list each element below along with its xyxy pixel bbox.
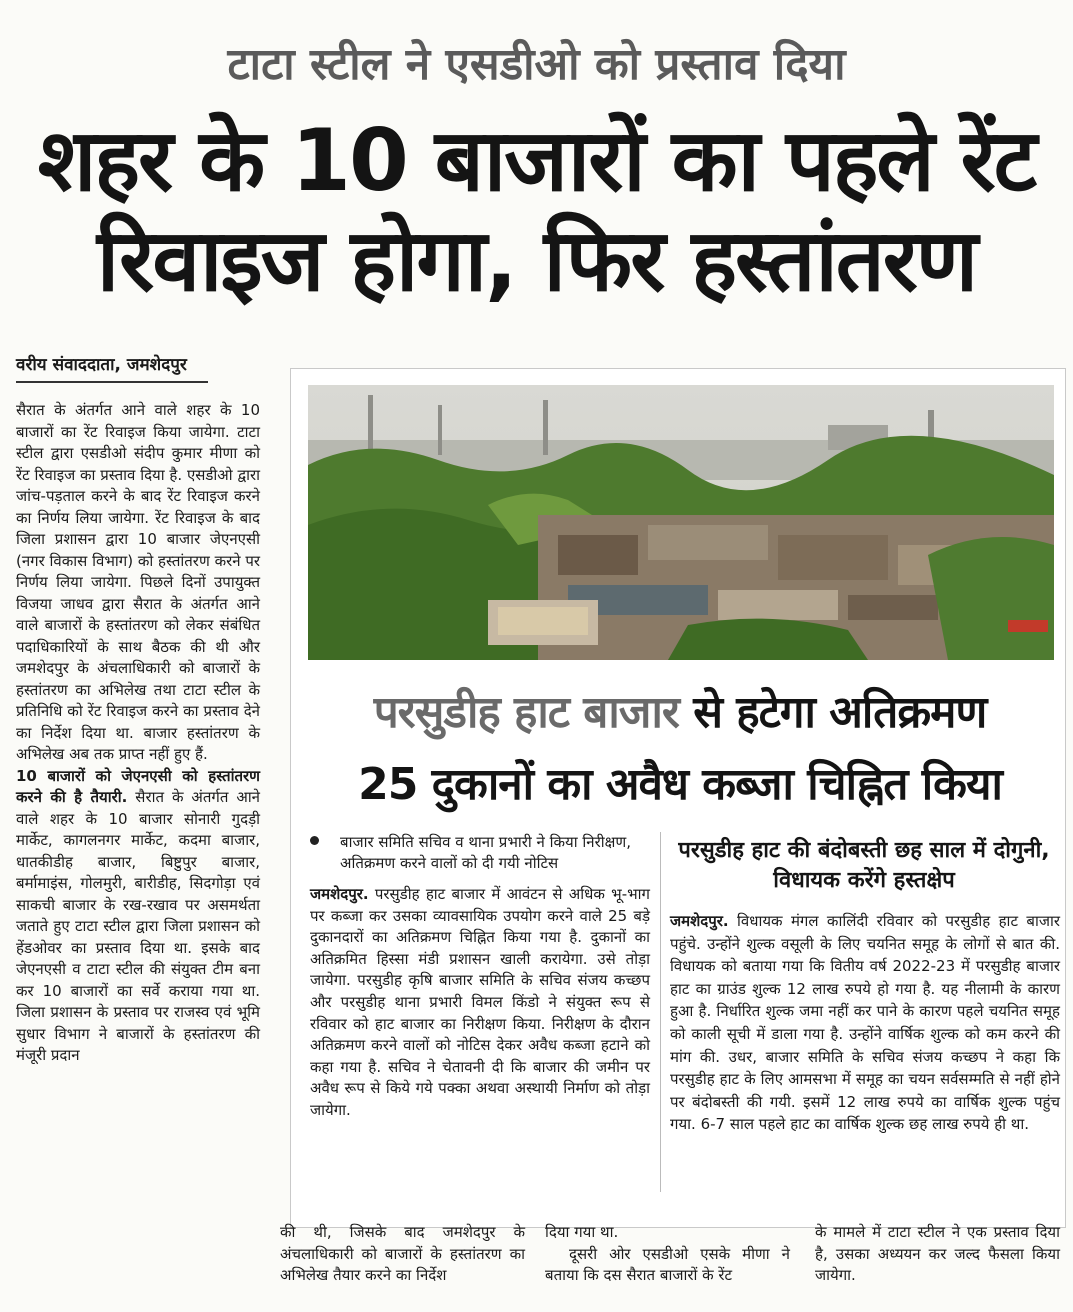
body-paragraph-1: सैरात के अंतर्गत आने वाले शहर के 10 बाजारों का रेंट रिवाइज किया जायेगा. टाटा स्टील द्वारा एसडीओ संदीप कुमार मीणा को रेंट रिवाइज का प्रस्ताव दिया है. एसडीओ द्वारा जांच-पड़ताल करने के बाद रेंट रिवाइज करने का निर्णय लिया जायेगा. रेंट रिवाइज के बाद जिला प्रशासन द्वारा 10 बाजार जेएनएसी (नगर विकास विभाग) को हस्तांतरण करने पर निर्णय लिया जायेगा. पिछले दिनों उपायुक्त विजया जाधव द्वारा सैरात के अंतर्गत आने वाले बाजारों के हस्तांतरण को लेकर संबंधित पदाधिकारियों के साथ बैठक की थी और जमशेदपुर के अंचलाधिकारी को बाजारों के हस्तांतरण का अभिलेख तथा टाटा स्टील के प्रतिनिधि को रेंट रिवाइज करने का प्रस्ताव देने का निर्देश दिया था. बाजार हस्तांतरण के अभिलेख अब तक प्राप्त नहीं हुए हैं.	[16, 401, 260, 763]
box-story-body	[310, 884, 650, 1122]
subhead: 10 बाजारों को जेएनएसी को हस्तांतरण करने की है तैयारी.	[16, 766, 260, 806]
box-headline-1	[300, 680, 1060, 740]
continuation-column-2b: दूसरी ओर एसडीओ एसके मीणा ने बताया कि दस सैरात बाजारों के रेंट	[545, 1244, 790, 1284]
main-headline-line2: रिवाइज होगा, फिर हस्तांतरण	[96, 211, 977, 311]
byline: वरीय संवाददाता, जमशेदपुर	[16, 352, 208, 383]
kicker-headline: टाटा स्टील ने एसडीओ को प्रस्ताव दिया	[227, 39, 846, 90]
article-column-1	[16, 400, 260, 1067]
body-paragraph-2-text: सैरात के अंतर्गत आने वाले शहर के 10 बाजार सोनारी गुदड़ी मार्केट, कागलनगर मार्केट, कदमा बाजार, धातकीडीह बाजार, बिष्टुपुर बाजार, बर्मामाइंस, गोलमुरी, बारीडीह, सिदगोड़ा एवं साकची बाजार के रख-रखाव पर असमर्थता जताते हुए टाटा स्टील द्वारा जिला प्रशासन को हेंडओवर का प्रस्ताव दिया था. इसके बाद जेएनएसी व टाटा स्टील की संयुक्त टीम बना कर 10 बाजारों का सर्वे कराया गया था. जिला प्रशासन के प्रस्ताव पर राजस्व एवं भूमि सुधार विभाग ने बाजारों के हस्तांतरण की मंजूरी प्रदान	[16, 788, 260, 1064]
side-story-body	[670, 910, 1060, 1136]
side-dateline: जमशेदपुर.	[670, 912, 729, 930]
column-divider	[660, 832, 661, 1192]
bullet-icon	[310, 836, 319, 845]
body-paragraph-2	[16, 766, 260, 1067]
box-body-text: परसुडीह हाट बाजार में आवंटन से अधिक भू-भाग पर कब्जा कर उसका व्यावसायिक उपयोग करने वाले 25 बड़े दुकानदारों का अतिक्रमण चिह्नित किया गया है. दुकानों का अतिक्रमित हिस्सा मंडी प्रशासन खाली करायेगा. उसे तोड़ा जायेगा. परसुडीह कृषि बाजार समिति के सचिव संजय कच्छप और परसुडीह थाना प्रभारी विमल किंडो ने संयुक्त रूप से रविवार को हाट बाजार का निरीक्षण किया. निरीक्षण के दौरान अतिक्रमण करने वालों को नोटिस देकर अवैध कब्जा हटाने को कहा गया है. सचिव ने चेतावनी दी कि बाजार की जमीन पर अवैध रूप से किये गये पक्का अथवा अस्थायी निर्माण को तोड़ा जायेगा.	[310, 885, 650, 1119]
market-photo-illustration	[308, 385, 1054, 660]
box-headline-2: 25 दुकानों का अवैध कब्जा चिह्नित किया	[358, 759, 1002, 810]
side-story-headline: परसुडीह हाट की बंदोबस्ती छह साल में दोगुनी, विधायक करेंगे हस्तक्षेप	[678, 838, 1050, 893]
continuation-column-3: के मामले में टाटा स्टील ने एक प्रस्ताव दिया है, उसका अध्ययन कर जल्द फैसला किया जायेगा.	[815, 1223, 1060, 1284]
continuation-column-2	[545, 1222, 790, 1287]
continuation-column-2a: दिया गया था.	[545, 1223, 619, 1241]
box-dateline: जमशेदपुर.	[310, 885, 369, 903]
continuation-column-1: की थी, जिसके बाद जमशेदपुर के अंचलाधिकारी को बाजारों के हस्तांतरण का अभिलेख तैयार करने का निर्देश	[280, 1223, 525, 1284]
main-headline-line1: शहर के 10 बाजारों का पहले रेंट	[37, 111, 1036, 211]
bullet-text: बाजार समिति सचिव व थाना प्रभारी ने किया निरीक्षण, अतिक्रमण करने वालों को दी गयी नोटिस	[340, 833, 631, 872]
side-body-text: विधायक मंगल कालिंदी रविवार को परसुडीह हाट बाजार पहुंचे. उन्होंने शुल्क वसूली के लिए चयनित समूह के लोगों से बात की. विधायक को बताया गया कि वितीय वर्ष 2022-23 में परसुडीह बाजार हाट का ग्राउंड शुल्क 12 लाख रुपये हो गया है. यह नीलामी के कारण हुआ है. निर्धारित शुल्क जमा नहीं कर पाने के कारण पहले चयनित समूह को काली सूची में डाला गया है. उन्होंने वार्षिक शुल्क को कम करने की मांग की. उधर, बाजार समिति के सचिव संजय कच्छप ने कहा कि परसुडीह हाट के लिए आमसभा में समूह का चयन सर्वसम्मति से नहीं होने पर बंदोबस्ती की गयी. इसमें 12 लाख रुपये का वार्षिक शुल्क पहुंच गया. 6-7 साल पहले हाट का वार्षिक शुल्क छह लाख रुपये ही था.	[670, 912, 1060, 1134]
box-headline-1-dark: से हटेगा अतिक्रमण	[693, 687, 987, 738]
bullet-summary	[310, 832, 650, 874]
market-aerial-photo	[308, 385, 1054, 660]
box-headline-1-grey: परसुडीह हाट बाजार	[373, 687, 679, 738]
